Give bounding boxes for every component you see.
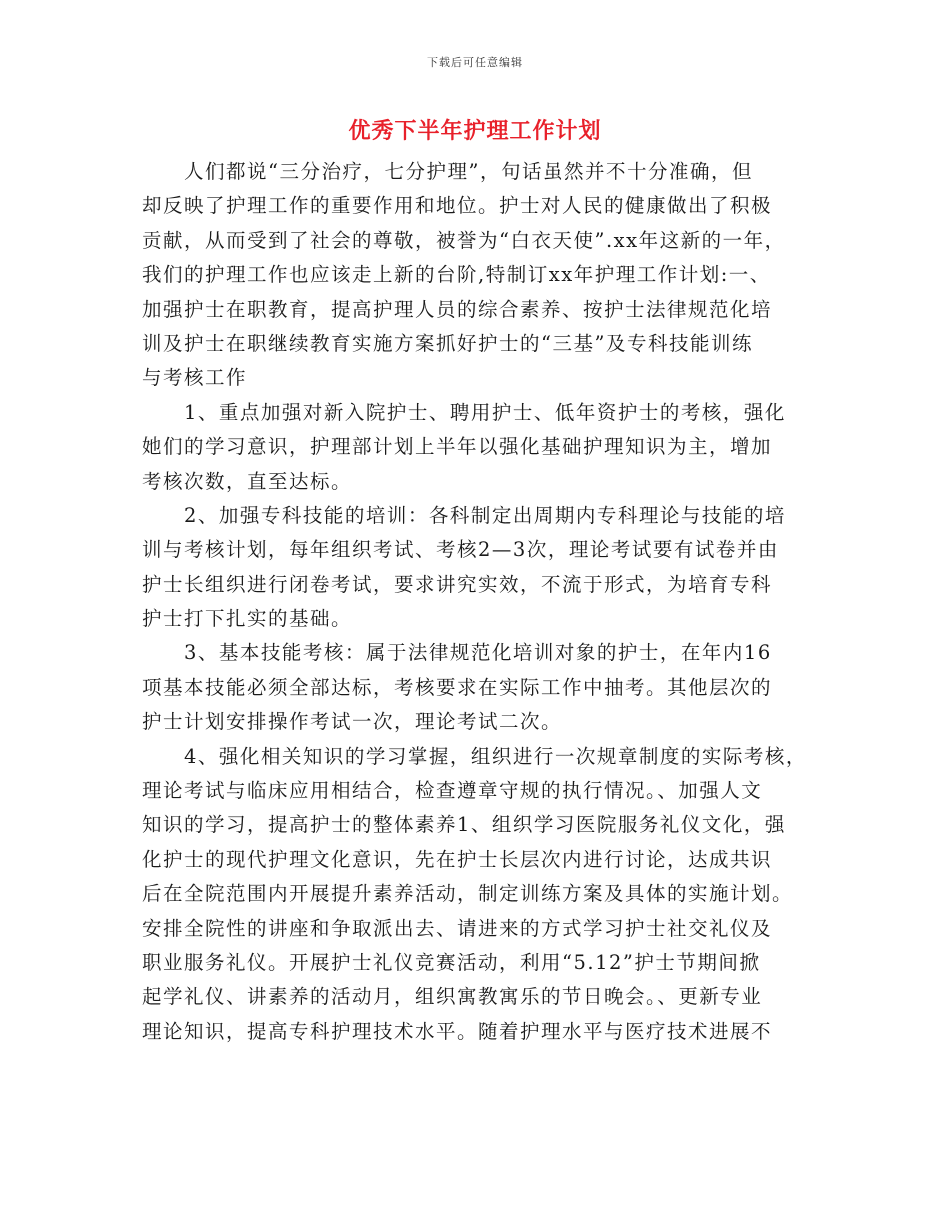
header-note: 下载后可任意编辑	[427, 56, 523, 69]
text-line: 训及护士在职继续教育实施方案抓好护士的“三基”及专科技能训练	[142, 331, 753, 355]
text-line: 护士打下扎实的基础。	[142, 607, 353, 631]
text-line: 护士计划安排操作考试一次，理论考试二次。	[142, 710, 563, 734]
text-line: 人们都说“三分治疗，七分护理”，句话虽然并不十分准确，但	[184, 160, 753, 183]
text-line: 护士长组织进行闭卷考试，要求讲究实效，不流于形式，为培育专科	[142, 572, 773, 596]
document-body	[142, 155, 812, 1049]
text-line: 安排全院性的讲座和争取派出去、请进来的方式学习护士社交礼仪及	[142, 916, 773, 940]
text-line: 理论考试与临床应用相结合，检查遵章守规的执行情况。、加强人文	[142, 779, 763, 803]
text-line: 起学礼仪、讲素养的活动月，组织寓教寓乐的节日晚会。、更新专业	[142, 985, 763, 1009]
text-line: 训与考核计划，每年组织考试、考核2—3次，理论考试要有试卷并由	[142, 538, 779, 562]
text-line: 我们的护理工作也应该走上新的台阶,特制订xx年护理工作计划:一、	[142, 263, 771, 287]
text-line: 与考核工作	[142, 366, 248, 390]
text-line: 加强护士在职教育，提高护理人员的综合素养、按护士法律规范化培	[142, 297, 773, 321]
text-line: 知识的学习，提高护士的整体素养1、组织学习医院服务礼仪文化，强	[142, 813, 786, 837]
text-line: 3、基本技能考核：属于法律规范化培训对象的护士，在年内16	[184, 641, 772, 665]
text-line: 她们的学习意识，护理部计划上半年以强化基础护理知识为主，增加	[142, 435, 773, 459]
text-line: 1、重点加强对新入院护士、聘用护士、低年资护士的考核，强化	[184, 400, 786, 424]
text-line: 化护士的现代护理文化意识，先在护士长层次内进行讨论，达成共识	[142, 847, 773, 871]
text-line: 2、加强专科技能的培训：各科制定出周期内专科理论与技能的培	[184, 503, 786, 527]
text-line: 却反映了护理工作的重要作用和地位。护士对人民的健康做出了积极	[142, 194, 773, 218]
text-line: 后在全院范围内开展提升素养活动，制定训练方案及具体的实施计划。	[142, 882, 794, 906]
text-line: 贡献，从而受到了社会的尊敬，被誉为“白衣天使”.xx年这新的一年，	[142, 228, 786, 252]
text-line: 项基本技能必须全部达标，考核要求在实际工作中抽考。其他层次的	[142, 675, 773, 699]
text-line: 职业服务礼仪。开展护士礼仪竞赛活动，利用“5.12”护士节期间掀	[142, 950, 761, 974]
document-title: 优秀下半年护理工作计划	[348, 118, 602, 144]
text-line: 4、强化相关知识的学习掌握，组织进行一次规章制度的实际考核，	[184, 744, 807, 768]
text-line: 考核次数，直至达标。	[142, 469, 353, 493]
text-line: 理论知识，提高专科护理技术水平。随着护理水平与医疗技术进展不	[142, 1019, 773, 1043]
